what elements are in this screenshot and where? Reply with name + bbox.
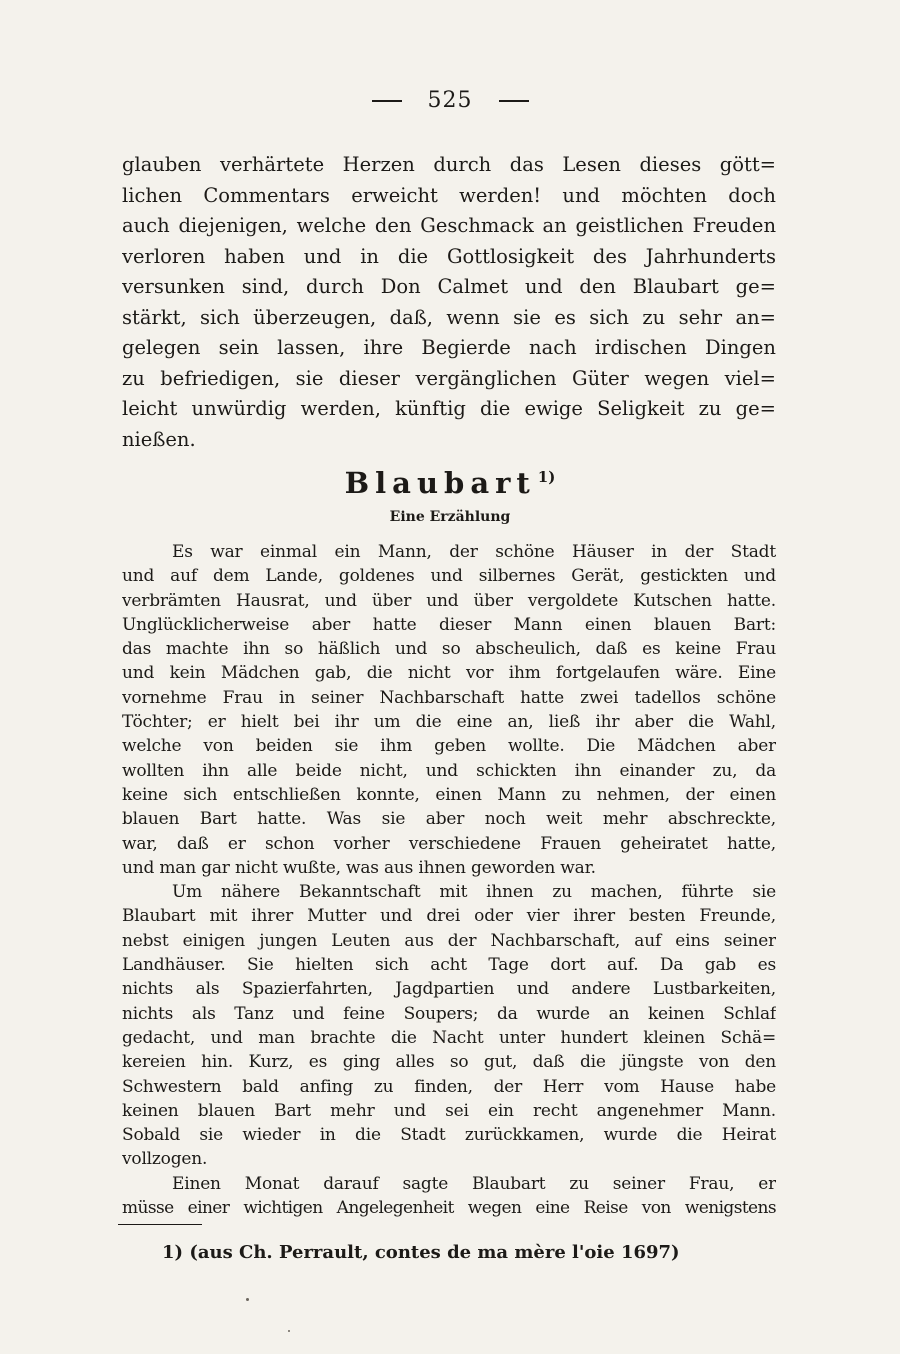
paper-speck — [246, 1298, 249, 1301]
intro-line: gelegen sein lassen, ihre Begierde nach irdischen Dingen — [122, 336, 776, 359]
story-line: vollzogen. — [122, 1149, 208, 1170]
story-line: keinen blauen Bart mehr und sei ein recht angenehmer Mann. — [122, 1100, 776, 1121]
story-line: Töchter; er hielt bei ihr um die eine an, ließ ihr aber die Wahl, — [122, 712, 776, 733]
story-subtitle: Eine Erzählung — [389, 509, 511, 525]
story-line: gedacht, und man brachte die Nacht unter hundert kleinen Schä= — [122, 1027, 776, 1048]
intro-line: versunken sind, durch Don Calmet und den Blaubart ge= — [122, 275, 776, 298]
story-title-text: Blaubart — [344, 466, 536, 500]
paper-speck — [288, 1330, 290, 1332]
intro-paragraph — [122, 150, 776, 455]
story-line: verbrämten Hausrat, und über und über vergoldete Kutschen hatte. — [122, 590, 776, 611]
page-number-value: 525 — [427, 88, 473, 113]
intro-line: glauben verhärtete Herzen durch das Lesen dieses gött= — [122, 153, 776, 176]
story-line: vornehme Frau in seiner Nachbarschaft hatte zwei tadellos schöne — [122, 687, 776, 708]
story-line: wollten ihn alle beide nicht, und schickten ihn einander zu, da — [122, 760, 776, 781]
story-line: Schwestern bald anfing zu finden, der Herr vom Hause habe — [122, 1076, 776, 1097]
page-number — [0, 88, 900, 113]
intro-line: verloren haben und in die Gottlosigkeit des Jahrhunderts — [122, 244, 776, 268]
footnote-marker: 1) — [162, 1242, 184, 1263]
story-line: war, daß er schon vorher verschiedene Frauen geheiratet hatte, — [122, 833, 776, 854]
story-line: Um nähere Bekanntschaft mit ihnen zu machen, führte sie — [172, 882, 776, 903]
story-line: nebst einigen jungen Leuten aus der Nachbarschaft, auf eins seiner — [122, 930, 776, 951]
intro-line: nießen. — [122, 427, 196, 451]
intro-line: leicht unwürdig werden, künftig die ewige Seligkeit zu ge= — [122, 397, 776, 420]
story-line: und kein Mädchen gab, die nicht vor ihm fortgelaufen wäre. Eine — [122, 663, 776, 684]
story-line: und man gar nicht wußte, was aus ihnen geworden war. — [122, 857, 596, 878]
story-line: Sobald sie wieder in die Stadt zurückkamen, wurde die Heirat — [122, 1125, 776, 1146]
story-line: blauen Bart hatte. Was sie aber noch weit mehr abschreckte, — [122, 809, 776, 830]
page-number-dash-left — [372, 100, 402, 102]
story-line: Einen Monat darauf sagte Blaubart zu seiner Frau, er — [172, 1173, 776, 1194]
intro-line: zu befriedigen, sie dieser vergänglichen Güter wegen viel= — [122, 366, 776, 390]
story-line: kereien hin. Kurz, es ging alles so gut, daß die jüngste von den — [122, 1052, 776, 1073]
footnote-divider — [118, 1224, 202, 1225]
intro-line: lichen Commentars erweicht werden! und möchten doch — [122, 183, 776, 207]
story-line: Blaubart mit ihrer Mutter und drei oder vier ihrer besten Freunde, — [122, 906, 776, 927]
story-text — [122, 540, 776, 1220]
story-line: Es war einmal ein Mann, der schöne Häuser in der Stadt — [172, 542, 776, 562]
story-line: keine sich entschließen konnte, einen Mann zu nehmen, der einen — [122, 784, 776, 805]
story-line: nichts als Spazierfahrten, Jagdpartien und andere Lustbarkeiten, — [122, 979, 776, 1000]
story-line: Landhäuser. Sie hielten sich acht Tage dort auf. Da gab es — [122, 955, 776, 976]
title-footnote-marker: 1) — [537, 468, 556, 487]
intro-line: stärkt, sich überzeugen, daß, wenn sie es sich zu sehr an= — [122, 305, 776, 329]
page-number-dash-right — [499, 100, 529, 102]
story-line: müsse einer wichtigen Angelegenheit wegen eine Reise von wenigstens — [122, 1198, 776, 1219]
footnote — [162, 1240, 762, 1266]
story-line: welche von beiden sie ihm geben wollte. Die Mädchen aber — [122, 736, 776, 757]
story-line: nichts als Tanz und feine Soupers; da wurde an keinen Schlaf — [122, 1003, 776, 1024]
intro-line: auch diejenigen, welche den Geschmack an geistlichen Freuden — [122, 214, 776, 237]
story-title — [0, 466, 900, 500]
story-line: und auf dem Lande, goldenes und silbernes Gerät, gestickten und — [122, 566, 776, 587]
story-line: Unglücklicherweise aber hatte dieser Mann einen blauen Bart: — [122, 614, 776, 635]
story-line: das machte ihn so häßlich und so abscheulich, daß es keine Frau — [122, 639, 776, 660]
footnote-text: (aus Ch. Perrault, contes de ma mère l'oie 1697) — [189, 1242, 680, 1263]
